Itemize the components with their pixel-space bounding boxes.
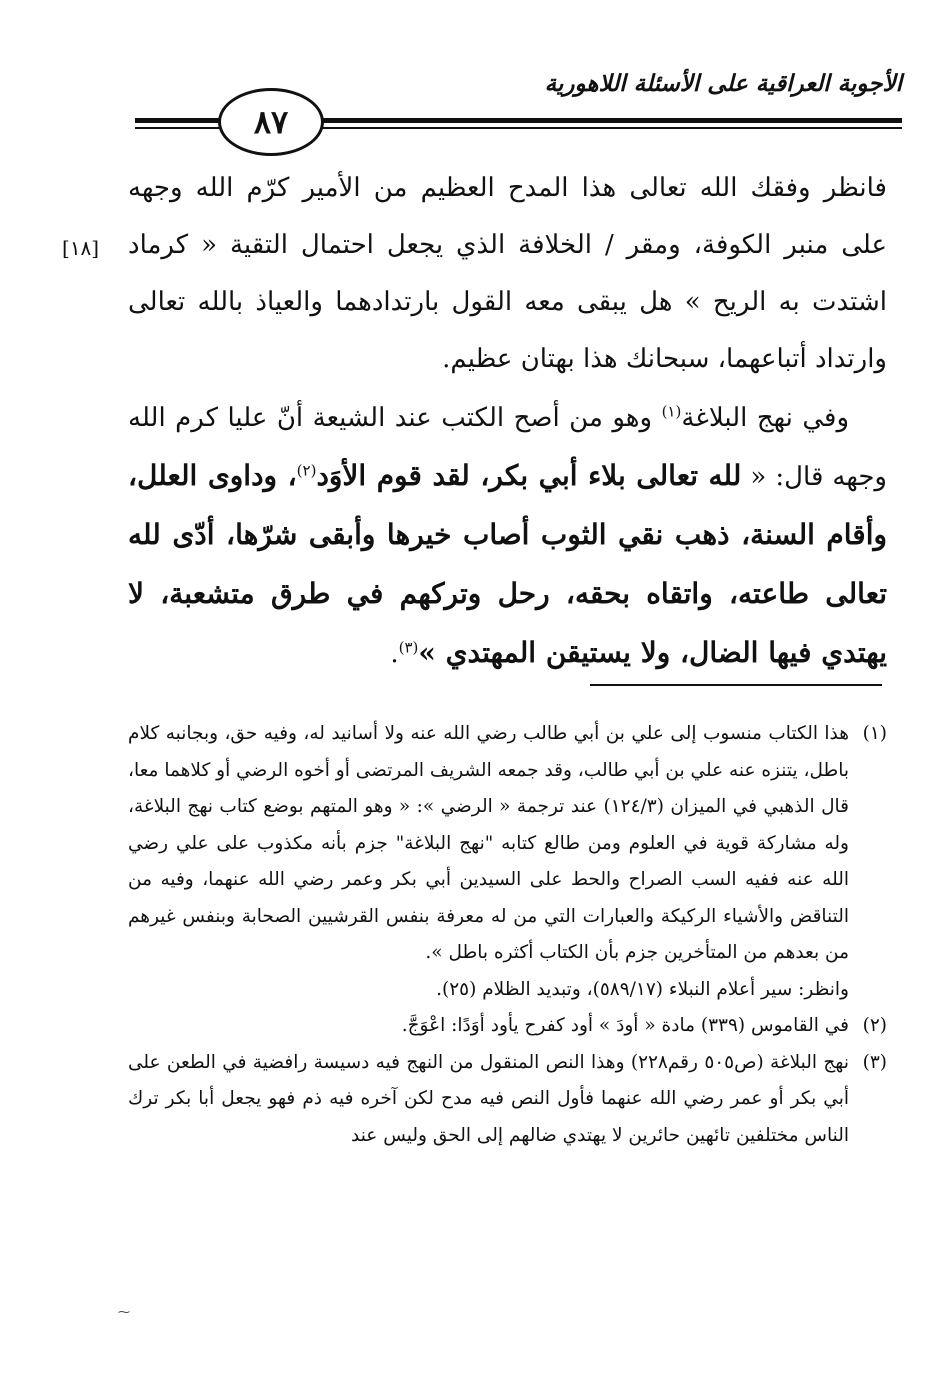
footnote-1-text: هذا الكتاب منسوب إلى علي بن أبي طالب رضي الله عنه ولا أسانيد له، وفيه حق، وبجانبه كلام باطل، يتنزه عنه علي بن أبي طالب، وقد جمعه الشريف المرتضى أو أخوه الرضي أو كلاهما معا، قال الذهبي في الميزان (١٢٤/٣) عند ترجمة « الرضي »: « وهو المتهم بوضع كتاب نهج البلاغة، وله مشاركة قوية في العلوم ومن طالع كتابه "نهج البلاغة" جزم بأنه مكذوب على علي رضي الله عنه ففيه السب الصراح والحط على السيدين أبي بكر وعمر رضي الله عنهما، وفيه من التناقض والأشياء الركيكة والعبارات التي من له معرفة بنفس القرشيين الصحابة وبنفس غيرهم من بعدهم من المتأخرين جزم بأن الكتاب أكثره باطل ». bbox=[128, 723, 850, 963]
quote-part-a: لله تعالى بلاء أبي بكر، لقد قوم الأوَد bbox=[316, 459, 742, 492]
quote-close: » bbox=[418, 636, 446, 669]
footnote-ref-3[interactable]: (٣) bbox=[398, 638, 419, 657]
footnote-2-text: في القاموس (٣٣٩) مادة « أودَ » أود كفرح يأود أوَدًا: اعْوَجَّ. bbox=[401, 1015, 849, 1036]
footnote-ref-2[interactable]: (٢) bbox=[296, 461, 317, 480]
footnote-1 bbox=[128, 716, 887, 972]
margin-page-reference: [١٨] bbox=[62, 236, 100, 260]
footnote-2-number: (٢) bbox=[862, 1015, 887, 1036]
running-title: الأجوبة العراقية على الأسئلة اللاهورية bbox=[544, 70, 902, 97]
footnote-1-see-also: وانظر: سير أعلام النبلاء (٥٨٩/١٧)، وتبديد الظلام (٢٥). bbox=[436, 978, 849, 1000]
quote-part-b: ، وداوى العلل، وأقام السنة، ذهب نقي الثوب أصاب خيرها وأبقى شرّها، أدّى لله تعالى طاعته، واتقاه بحقه، رحل وتركهم في طرق متشعبة، لا يهتدي فيها الضال، ولا يستيقن المهتدي bbox=[128, 459, 887, 669]
footnote-3-text: نهج البلاغة (ص٥٠٥ رقم٢٢٨) وهذا النص المنقول من النهج فيه دسيسة رافضية في الطعن على أبي بكر أو عمر رضي الله عنهما فأول النص فيه مدح لكن آخره فيه ذم فهو يجعل أبا بكر ترك الناس مختلفين تائهين حائرين لا يهتدي ضالهم إلى الحق وليس عند bbox=[128, 1051, 849, 1146]
paragraph-2 bbox=[128, 390, 887, 683]
paragraph-1: فانظر وفقك الله تعالى هذا المدح العظيم من الأمير كرّم الله وجهه على منبر الكوفة، ومقر / الخلافة الذي يجعل احتمال التقية « كرماد اشتدت به الريح » هل يبقى معه القول بارتدادهما والعياذ بالله تعالى وارتداد أتباعهما، سبحانك هذا بهتان عظيم. bbox=[128, 173, 887, 374]
footnote-3-number: (٣) bbox=[862, 1051, 887, 1073]
p2-mid: وهو من أصح الكتب عند الشيعة أنّ عليا كرم الله وجهه قال: « bbox=[128, 403, 887, 492]
footnote-3 bbox=[128, 1045, 887, 1155]
footnotes bbox=[128, 716, 887, 1154]
footnote-1-number: (١) bbox=[862, 723, 887, 744]
footnote-separator bbox=[590, 684, 882, 686]
main-text bbox=[128, 160, 887, 683]
footnote-2 bbox=[128, 1008, 887, 1045]
page-number: ٨٧ bbox=[218, 88, 324, 156]
p2-intro: وفي نهج البلاغة bbox=[681, 403, 850, 433]
footnote-ref-1[interactable]: (١) bbox=[661, 402, 682, 421]
print-mark: ⁓ bbox=[118, 1305, 130, 1319]
p2-end: . bbox=[390, 639, 399, 669]
